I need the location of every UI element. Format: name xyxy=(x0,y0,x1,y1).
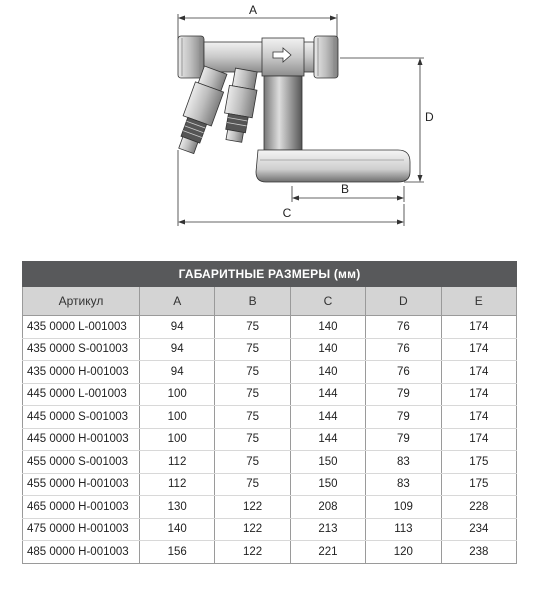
dimension-cell: 94 xyxy=(140,338,215,361)
dimension-cell: 144 xyxy=(290,428,365,451)
dim-label-d: D xyxy=(425,110,434,124)
dimension-cell: 174 xyxy=(441,316,516,339)
dimension-cell: 122 xyxy=(215,541,290,564)
dimension-cell: 150 xyxy=(290,451,365,474)
dimension-cell: 140 xyxy=(290,316,365,339)
dimension-cell: 112 xyxy=(140,451,215,474)
dimension-cell: 113 xyxy=(366,518,441,541)
dimension-cell: 100 xyxy=(140,406,215,429)
dimension-cell: 94 xyxy=(140,361,215,384)
table-row xyxy=(23,451,517,474)
column-header: Артикул xyxy=(23,287,140,316)
dimension-cell: 144 xyxy=(290,383,365,406)
dimension-cell: 174 xyxy=(441,338,516,361)
dimension-cell: 150 xyxy=(290,473,365,496)
dimension-cell: 156 xyxy=(140,541,215,564)
dimension-cell: 79 xyxy=(366,406,441,429)
dimension-cell: 100 xyxy=(140,383,215,406)
dimension-cell: 75 xyxy=(215,361,290,384)
article-cell: 465 0000 H-001003 xyxy=(23,496,140,519)
dimension-cell: 75 xyxy=(215,406,290,429)
dimension-cell: 75 xyxy=(215,473,290,496)
dimensions-table xyxy=(22,261,517,564)
article-cell: 445 0000 L-001003 xyxy=(23,383,140,406)
table-title: ГАБАРИТНЫЕ РАЗМЕРЫ (мм) xyxy=(23,262,517,287)
dimension-cell: 94 xyxy=(140,316,215,339)
dimension-cell: 238 xyxy=(441,541,516,564)
article-cell: 455 0000 S-001003 xyxy=(23,451,140,474)
dimension-cell: 234 xyxy=(441,518,516,541)
dimension-cell: 75 xyxy=(215,383,290,406)
article-cell: 485 0000 H-001003 xyxy=(23,541,140,564)
dimension-cell: 76 xyxy=(366,338,441,361)
dimension-cell: 76 xyxy=(366,361,441,384)
table-header-row xyxy=(23,287,517,316)
table-row xyxy=(23,383,517,406)
dimension-cell: 130 xyxy=(140,496,215,519)
column-header: E xyxy=(441,287,516,316)
dim-label-b: B xyxy=(340,182,350,196)
technical-drawing xyxy=(0,0,541,240)
dimension-cell: 83 xyxy=(366,473,441,496)
dimension-cell: 140 xyxy=(290,338,365,361)
article-cell: 435 0000 S-001003 xyxy=(23,338,140,361)
dimension-cell: 75 xyxy=(215,451,290,474)
dimension-cell: 109 xyxy=(366,496,441,519)
dimension-cell: 213 xyxy=(290,518,365,541)
table-row xyxy=(23,406,517,429)
dimension-cell: 144 xyxy=(290,406,365,429)
dimension-cell: 75 xyxy=(215,316,290,339)
column-header: C xyxy=(290,287,365,316)
table-row xyxy=(23,338,517,361)
dimension-cell: 174 xyxy=(441,361,516,384)
table-body xyxy=(23,316,517,564)
article-cell: 445 0000 S-001003 xyxy=(23,406,140,429)
dimension-cell: 174 xyxy=(441,406,516,429)
table-row xyxy=(23,316,517,339)
article-cell: 435 0000 H-001003 xyxy=(23,361,140,384)
dimension-cell: 175 xyxy=(441,473,516,496)
table-row xyxy=(23,428,517,451)
dimension-cell: 175 xyxy=(441,451,516,474)
dimension-cell: 75 xyxy=(215,428,290,451)
dimension-cell: 221 xyxy=(290,541,365,564)
table-row xyxy=(23,541,517,564)
dimension-cell: 75 xyxy=(215,338,290,361)
dimension-cell: 140 xyxy=(290,361,365,384)
article-cell: 455 0000 H-001003 xyxy=(23,473,140,496)
dimension-cell: 76 xyxy=(366,316,441,339)
dimension-cell: 112 xyxy=(140,473,215,496)
table-row xyxy=(23,518,517,541)
dimension-cell: 120 xyxy=(366,541,441,564)
dimension-cell: 79 xyxy=(366,383,441,406)
dimension-cell: 79 xyxy=(366,428,441,451)
dim-label-a: A xyxy=(248,3,258,17)
table-row xyxy=(23,361,517,384)
article-cell: 475 0000 H-001003 xyxy=(23,518,140,541)
dimension-cell: 122 xyxy=(215,496,290,519)
dimension-cell: 174 xyxy=(441,383,516,406)
dimension-cell: 174 xyxy=(441,428,516,451)
dimension-cell: 228 xyxy=(441,496,516,519)
column-header: D xyxy=(366,287,441,316)
dimension-cell: 100 xyxy=(140,428,215,451)
column-header: A xyxy=(140,287,215,316)
table-row xyxy=(23,473,517,496)
dimension-cell: 208 xyxy=(290,496,365,519)
column-header: B xyxy=(215,287,290,316)
table-row xyxy=(23,496,517,519)
dimension-cell: 140 xyxy=(140,518,215,541)
article-cell: 435 0000 L-001003 xyxy=(23,316,140,339)
dimensions-table-wrapper xyxy=(22,261,517,564)
article-cell: 445 0000 H-001003 xyxy=(23,428,140,451)
dimension-cell: 83 xyxy=(366,451,441,474)
dimension-cell: 122 xyxy=(215,518,290,541)
dim-label-c: C xyxy=(282,206,292,220)
